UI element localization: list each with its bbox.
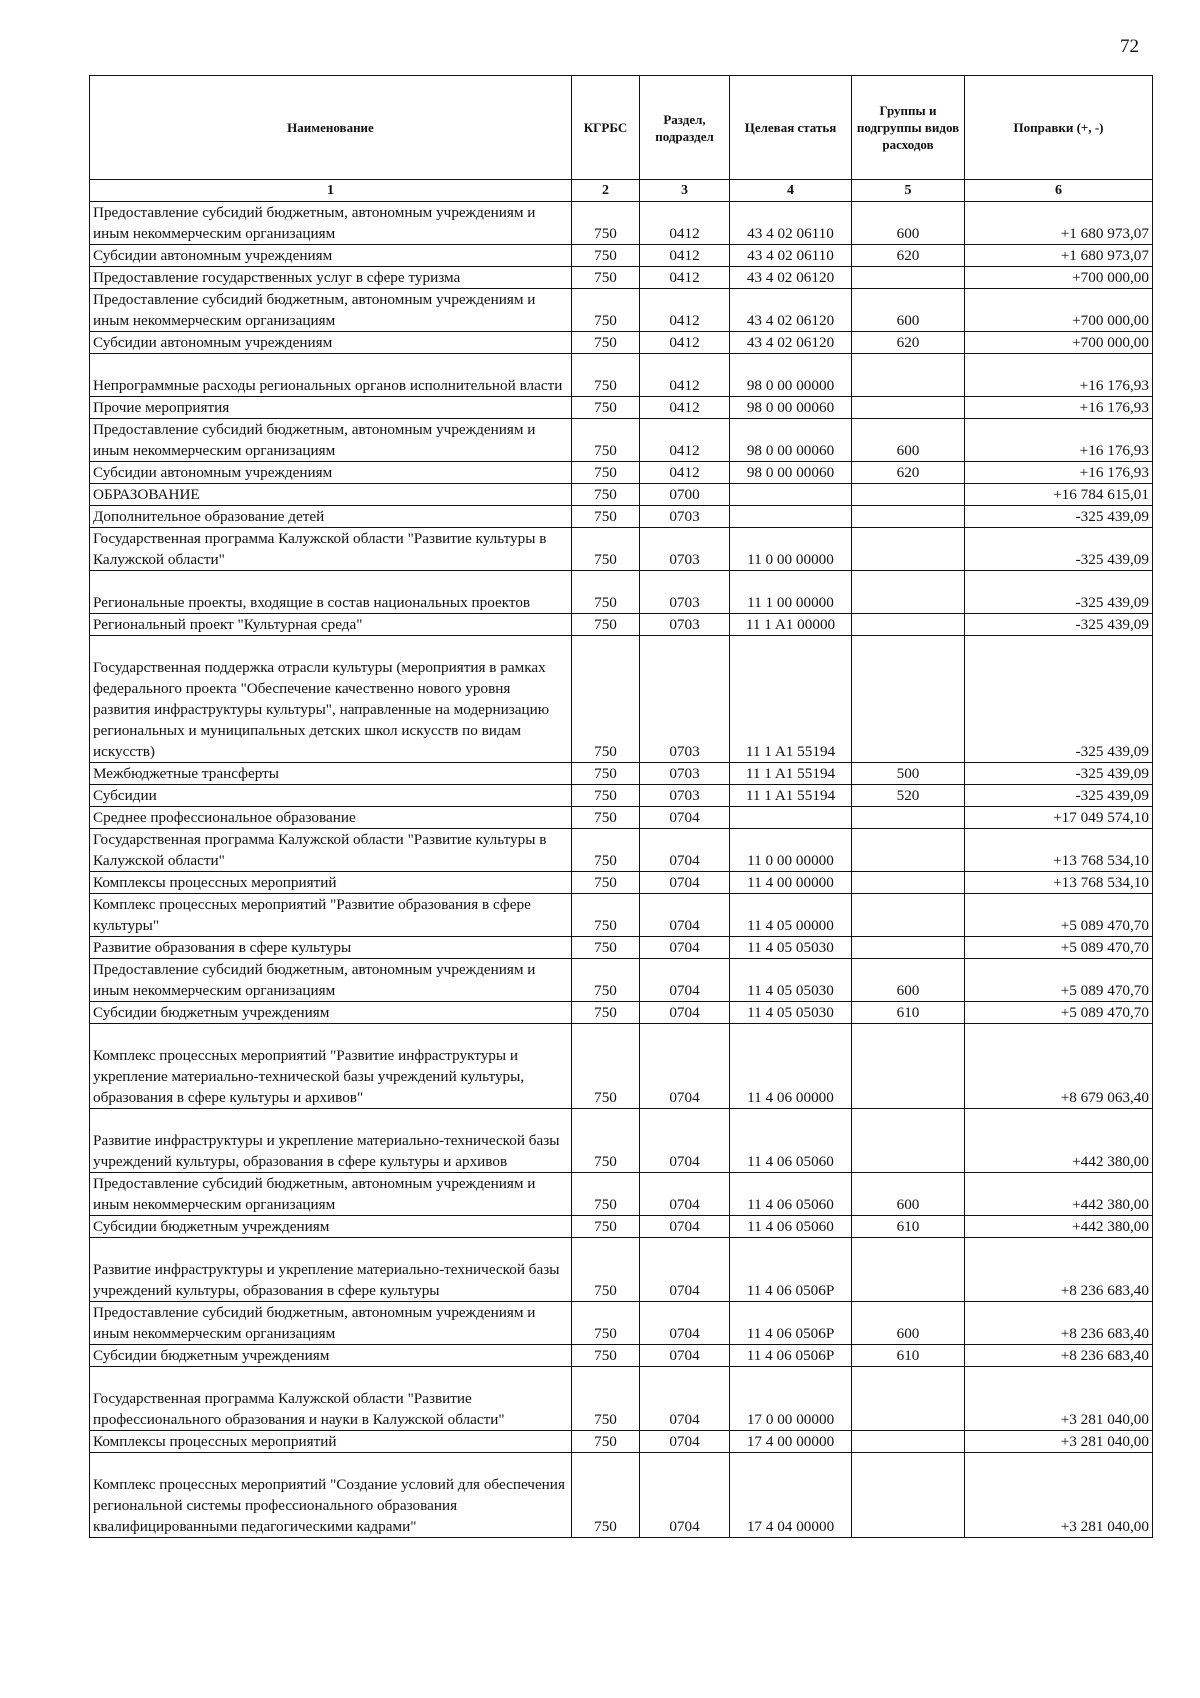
row-kgrbs: 750 [572,829,640,872]
row-amount: +700 000,00 [965,289,1153,332]
row-target-article: 98 0 00 00000 [730,354,852,397]
header-kgrbs: КГРБС [572,76,640,180]
row-section: 0704 [640,872,730,894]
row-expense-group: 520 [852,785,965,807]
row-expense-group: 600 [852,959,965,1002]
row-expense-group: 610 [852,1345,965,1367]
row-amount: +700 000,00 [965,332,1153,354]
row-expense-group: 600 [852,1302,965,1345]
row-target-article [730,506,852,528]
row-section: 0704 [640,1024,730,1109]
table-row [90,289,1153,332]
row-section: 0412 [640,202,730,245]
table-row [90,1216,1153,1238]
row-target-article: 11 4 05 05030 [730,1002,852,1024]
row-amount: +3 281 040,00 [965,1367,1153,1431]
row-expense-group [852,397,965,419]
table-row [90,332,1153,354]
table-row [90,872,1153,894]
row-amount: +13 768 534,10 [965,872,1153,894]
row-name: Развитие инфраструктуры и укрепление материально-технической базы учреждений культуры, образования в сфере культуры [90,1238,572,1302]
row-section: 0703 [640,614,730,636]
row-name: Предоставление субсидий бюджетным, автономным учреждениям и иным некоммерческим организациям [90,1302,572,1345]
row-target-article: 11 4 05 05030 [730,937,852,959]
row-kgrbs: 750 [572,462,640,484]
row-name: Государственная поддержка отрасли культуры (мероприятия в рамках федерального проекта "Обеспечение качественно нового уровня развития инфраструктуры культуры", направленные на модернизацию региональных и муниципальных детских школ искусств по видам искусств) [90,636,572,763]
row-section: 0412 [640,245,730,267]
row-section: 0704 [640,1238,730,1302]
row-section: 0704 [640,1173,730,1216]
table-row [90,807,1153,829]
column-number: 1 [90,180,572,202]
row-amount: +13 768 534,10 [965,829,1153,872]
row-expense-group [852,937,965,959]
row-section: 0704 [640,1002,730,1024]
row-section: 0704 [640,1216,730,1238]
row-amount: +700 000,00 [965,267,1153,289]
row-section: 0703 [640,763,730,785]
row-expense-group: 600 [852,419,965,462]
row-amount: +1 680 973,07 [965,202,1153,245]
table-row [90,1024,1153,1109]
row-amount: +3 281 040,00 [965,1453,1153,1538]
column-number: 2 [572,180,640,202]
row-amount: +1 680 973,07 [965,245,1153,267]
row-expense-group [852,506,965,528]
table-row [90,528,1153,571]
row-kgrbs: 750 [572,332,640,354]
table-header-row [90,76,1153,180]
row-target-article: 11 1 A1 55194 [730,763,852,785]
row-kgrbs: 750 [572,202,640,245]
table-row [90,571,1153,614]
row-target-article: 11 4 06 05060 [730,1173,852,1216]
table-row [90,614,1153,636]
row-name: Межбюджетные трансферты [90,763,572,785]
row-kgrbs: 750 [572,1024,640,1109]
row-kgrbs: 750 [572,1238,640,1302]
row-target-article [730,484,852,506]
row-kgrbs: 750 [572,1173,640,1216]
table-row [90,484,1153,506]
row-expense-group: 620 [852,462,965,484]
row-amount: +5 089 470,70 [965,894,1153,937]
row-target-article: 43 4 02 06120 [730,289,852,332]
row-kgrbs: 750 [572,1002,640,1024]
row-section: 0412 [640,267,730,289]
row-expense-group: 610 [852,1216,965,1238]
row-section: 0704 [640,1109,730,1173]
column-number: 4 [730,180,852,202]
row-expense-group [852,1238,965,1302]
header-expense-groups: Группы и подгруппы видов расходов [852,76,965,180]
row-name: Предоставление государственных услуг в сфере туризма [90,267,572,289]
row-target-article: 11 4 06 0506P [730,1345,852,1367]
row-expense-group [852,636,965,763]
row-kgrbs: 750 [572,245,640,267]
column-number: 5 [852,180,965,202]
row-expense-group [852,894,965,937]
row-amount: +16 176,93 [965,397,1153,419]
row-section: 0704 [640,1367,730,1431]
row-name: Комплекс процессных мероприятий "Развитие инфраструктуры и укрепление материально-технической базы учреждений культуры, образования в сфере культуры и архивов" [90,1024,572,1109]
row-section: 0412 [640,397,730,419]
table-row [90,763,1153,785]
table-row [90,1367,1153,1431]
row-section: 0703 [640,506,730,528]
row-section: 0412 [640,419,730,462]
row-amount: -325 439,09 [965,571,1153,614]
row-target-article: 11 1 A1 00000 [730,614,852,636]
row-name: Среднее профессиональное образование [90,807,572,829]
row-amount: +5 089 470,70 [965,1002,1153,1024]
row-section: 0704 [640,1302,730,1345]
row-target-article: 98 0 00 00060 [730,462,852,484]
row-section: 0703 [640,785,730,807]
row-section: 0412 [640,289,730,332]
row-name: Региональный проект "Культурная среда" [90,614,572,636]
table-row [90,354,1153,397]
row-target-article: 11 4 05 05030 [730,959,852,1002]
row-section: 0704 [640,1345,730,1367]
row-target-article: 98 0 00 00060 [730,419,852,462]
row-amount: +16 784 615,01 [965,484,1153,506]
row-name: Комплексы процессных мероприятий [90,872,572,894]
row-expense-group [852,1367,965,1431]
row-kgrbs: 750 [572,267,640,289]
row-kgrbs: 750 [572,484,640,506]
row-expense-group [852,484,965,506]
row-amount: +8 236 683,40 [965,1302,1153,1345]
row-name: Субсидии автономным учреждениям [90,245,572,267]
row-kgrbs: 750 [572,1216,640,1238]
row-target-article: 11 4 06 0506P [730,1302,852,1345]
row-kgrbs: 750 [572,506,640,528]
row-expense-group [852,1431,965,1453]
row-section: 0412 [640,462,730,484]
row-amount: +17 049 574,10 [965,807,1153,829]
row-name: Субсидии автономным учреждениям [90,332,572,354]
row-name: Дополнительное образование детей [90,506,572,528]
row-target-article: 43 4 02 06120 [730,267,852,289]
row-amount: -325 439,09 [965,506,1153,528]
row-name: Субсидии бюджетным учреждениям [90,1216,572,1238]
row-section: 0704 [640,894,730,937]
row-section: 0704 [640,829,730,872]
row-target-article: 17 0 00 00000 [730,1367,852,1431]
row-amount: +16 176,93 [965,354,1153,397]
budget-amendments-table [89,75,1153,1538]
row-target-article: 43 4 02 06110 [730,245,852,267]
row-kgrbs: 750 [572,354,640,397]
row-amount: +8 236 683,40 [965,1345,1153,1367]
row-expense-group [852,528,965,571]
row-expense-group [852,829,965,872]
row-name: Предоставление субсидий бюджетным, автономным учреждениям и иным некоммерческим организациям [90,959,572,1002]
row-section: 0704 [640,959,730,1002]
row-target-article: 11 0 00 00000 [730,528,852,571]
row-name: Предоставление субсидий бюджетным, автономным учреждениям и иным некоммерческим организациям [90,289,572,332]
table-row [90,267,1153,289]
row-section: 0704 [640,1453,730,1538]
row-kgrbs: 750 [572,419,640,462]
row-name: Комплекс процессных мероприятий "Создание условий для обеспечения региональной системы профессионального образования квалифицированными педагогическими кадрами" [90,1453,572,1538]
column-number: 3 [640,180,730,202]
row-target-article: 11 4 05 00000 [730,894,852,937]
row-target-article: 11 1 A1 55194 [730,636,852,763]
row-section: 0703 [640,528,730,571]
row-target-article: 11 0 00 00000 [730,829,852,872]
table-row [90,829,1153,872]
table-row [90,1109,1153,1173]
row-name: Субсидии бюджетным учреждениям [90,1345,572,1367]
row-kgrbs: 750 [572,785,640,807]
row-name: Государственная программа Калужской области "Развитие культуры в Калужской области" [90,829,572,872]
row-kgrbs: 750 [572,614,640,636]
row-expense-group: 600 [852,1173,965,1216]
row-target-article: 43 4 02 06110 [730,202,852,245]
row-amount: +442 380,00 [965,1109,1153,1173]
table-row [90,245,1153,267]
table-row [90,462,1153,484]
row-expense-group [852,571,965,614]
header-section: Раздел, подраздел [640,76,730,180]
row-amount: +5 089 470,70 [965,959,1153,1002]
table-row [90,1431,1153,1453]
header-name: Наименование [90,76,572,180]
row-expense-group: 500 [852,763,965,785]
row-kgrbs: 750 [572,289,640,332]
row-kgrbs: 750 [572,1109,640,1173]
column-number: 6 [965,180,1153,202]
row-section: 0703 [640,571,730,614]
row-target-article: 43 4 02 06120 [730,332,852,354]
row-expense-group [852,872,965,894]
row-target-article: 11 4 06 05060 [730,1216,852,1238]
row-amount: +8 236 683,40 [965,1238,1153,1302]
row-kgrbs: 750 [572,894,640,937]
row-amount: -325 439,09 [965,614,1153,636]
row-section: 0704 [640,1431,730,1453]
table-row [90,959,1153,1002]
row-kgrbs: 750 [572,397,640,419]
row-kgrbs: 750 [572,1453,640,1538]
table-row [90,1238,1153,1302]
row-target-article [730,807,852,829]
page-number: 72 [1120,36,1139,57]
row-name: Субсидии автономным учреждениям [90,462,572,484]
row-expense-group [852,267,965,289]
row-section: 0412 [640,354,730,397]
table-row [90,419,1153,462]
row-amount: -325 439,09 [965,763,1153,785]
row-target-article: 11 4 06 00000 [730,1024,852,1109]
row-target-article: 11 4 06 05060 [730,1109,852,1173]
row-name: Предоставление субсидий бюджетным, автономным учреждениям и иным некоммерческим организациям [90,1173,572,1216]
row-section: 0704 [640,807,730,829]
column-numbers-row [90,180,1153,202]
row-amount: +442 380,00 [965,1216,1153,1238]
row-amount: +3 281 040,00 [965,1431,1153,1453]
table-row [90,636,1153,763]
row-kgrbs: 750 [572,807,640,829]
row-section: 0700 [640,484,730,506]
row-kgrbs: 750 [572,959,640,1002]
row-kgrbs: 750 [572,937,640,959]
header-amendments: Поправки (+, -) [965,76,1153,180]
row-target-article: 17 4 04 00000 [730,1453,852,1538]
table-row [90,785,1153,807]
row-kgrbs: 750 [572,1431,640,1453]
row-kgrbs: 750 [572,636,640,763]
row-target-article: 11 1 00 00000 [730,571,852,614]
row-expense-group [852,614,965,636]
row-name: Прочие мероприятия [90,397,572,419]
row-name: Предоставление субсидий бюджетным, автономным учреждениям и иным некоммерческим организациям [90,202,572,245]
row-name: Непрограммные расходы региональных органов исполнительной власти [90,354,572,397]
row-amount: +5 089 470,70 [965,937,1153,959]
row-name: Комплекс процессных мероприятий "Развитие образования в сфере культуры" [90,894,572,937]
row-amount: -325 439,09 [965,636,1153,763]
row-name: Государственная программа Калужской области "Развитие культуры в Калужской области" [90,528,572,571]
table-row [90,397,1153,419]
row-amount: +8 679 063,40 [965,1024,1153,1109]
row-expense-group: 620 [852,245,965,267]
table-row [90,1002,1153,1024]
table-row [90,1345,1153,1367]
table-row [90,1302,1153,1345]
row-expense-group [852,807,965,829]
row-name: Развитие инфраструктуры и укрепление материально-технической базы учреждений культуры, образования в сфере культуры и архивов [90,1109,572,1173]
row-expense-group: 600 [852,202,965,245]
row-name: Комплексы процессных мероприятий [90,1431,572,1453]
row-name: Развитие образования в сфере культуры [90,937,572,959]
row-target-article: 11 4 06 0506P [730,1238,852,1302]
row-expense-group: 600 [852,289,965,332]
row-name: Региональные проекты, входящие в состав национальных проектов [90,571,572,614]
table-row [90,1453,1153,1538]
row-kgrbs: 750 [572,1345,640,1367]
row-name: Предоставление субсидий бюджетным, автономным учреждениям и иным некоммерческим организациям [90,419,572,462]
table-row [90,894,1153,937]
row-kgrbs: 750 [572,1367,640,1431]
row-section: 0412 [640,332,730,354]
table-row [90,202,1153,245]
table-row [90,937,1153,959]
row-name: Субсидии бюджетным учреждениям [90,1002,572,1024]
row-expense-group [852,1453,965,1538]
row-expense-group: 620 [852,332,965,354]
row-target-article: 11 4 00 00000 [730,872,852,894]
row-section: 0704 [640,937,730,959]
row-amount: +16 176,93 [965,419,1153,462]
row-target-article: 98 0 00 00060 [730,397,852,419]
header-target-article: Целевая статья [730,76,852,180]
row-expense-group [852,1109,965,1173]
row-kgrbs: 750 [572,1302,640,1345]
row-target-article: 11 1 A1 55194 [730,785,852,807]
row-target-article: 17 4 00 00000 [730,1431,852,1453]
row-kgrbs: 750 [572,571,640,614]
row-amount: -325 439,09 [965,528,1153,571]
row-name: Государственная программа Калужской области "Развитие профессионального образования и науки в Калужской области" [90,1367,572,1431]
row-section: 0703 [640,636,730,763]
row-expense-group: 610 [852,1002,965,1024]
row-expense-group [852,354,965,397]
row-name: Субсидии [90,785,572,807]
row-amount: -325 439,09 [965,785,1153,807]
row-kgrbs: 750 [572,872,640,894]
table-row [90,506,1153,528]
row-kgrbs: 750 [572,528,640,571]
row-amount: +442 380,00 [965,1173,1153,1216]
row-expense-group [852,1024,965,1109]
table-row [90,1173,1153,1216]
row-name: ОБРАЗОВАНИЕ [90,484,572,506]
row-kgrbs: 750 [572,763,640,785]
row-amount: +16 176,93 [965,462,1153,484]
